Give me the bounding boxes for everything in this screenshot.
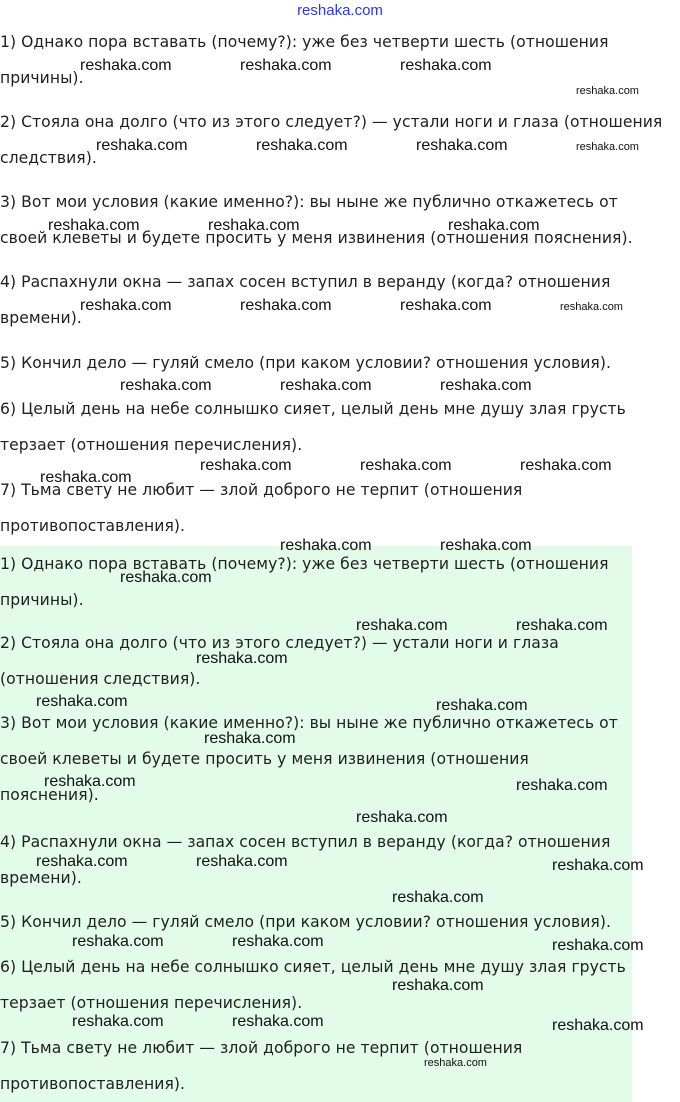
watermark-text: reshaka.com (80, 57, 172, 74)
watermark-text: reshaka.com (96, 137, 188, 154)
watermark-text: reshaka.com (208, 217, 300, 234)
watermark-text: reshaka.com (48, 217, 140, 234)
answer-5: 5) Кончил дело — гуляй смело (при каком условии? отношения условия). (0, 354, 611, 372)
watermark-text: reshaka.com (436, 697, 528, 714)
watermark-text: reshaka.com (240, 297, 332, 314)
watermark-text: reshaka.com (36, 693, 128, 710)
watermark-text: reshaka.com (552, 1017, 644, 1034)
watermark-text: reshaka.com (204, 730, 296, 747)
watermark-text: reshaka.com (44, 773, 136, 790)
answer-2: 2) Стояла она долго (что из этого следует?) — устали ноги и глаза (отношения следствия). (0, 634, 559, 688)
watermark-text: reshaka.com (424, 1057, 487, 1069)
watermark-text: reshaka.com (72, 933, 164, 950)
watermark-text: reshaka.com (392, 889, 484, 906)
answer-1: 1) Однако пора вставать (почему?): уже без четверти шесть (отношения причины). (0, 555, 609, 609)
watermark-text: reshaka.com (552, 857, 644, 874)
answer-1: 1) Однако пора вставать (почему?): уже без четверти шесть (отношения причины). (0, 33, 609, 87)
watermark-text: reshaka.com (400, 57, 492, 74)
watermark-text: reshaka.com (416, 137, 508, 154)
answer-4: 4) Распахнули окна — запах сосен вступил в веранду (когда? отношения времени). (0, 273, 611, 327)
answer-4: 4) Распахнули окна — запах сосен вступил в веранду (когда? отношения времени). (0, 833, 611, 887)
watermark-text: reshaka.com (440, 537, 532, 554)
watermark-text: reshaka.com (200, 457, 292, 474)
watermark-text: reshaka.com (120, 569, 212, 586)
watermark-text: reshaka.com (196, 650, 288, 667)
watermark-text: reshaka.com (36, 853, 128, 870)
watermark-text: reshaka.com (392, 977, 484, 994)
answer-6: 6) Целый день на небе солнышко сияет, целый день мне душу злая грусть терзает (отношения перечисления). (0, 400, 626, 454)
answer-3: 3) Вот мои условия (какие именно?): вы ныне же публично откажетесь от своей клеветы и будете просить у меня извинения (отношения пояснения). (0, 193, 633, 247)
watermark-text: reshaka.com (120, 377, 212, 394)
answer-6: 6) Целый день на небе солнышко сияет, целый день мне душу злая грусть терзает (отношения перечисления). (0, 958, 626, 1012)
watermark-text: reshaka.com (576, 141, 639, 153)
watermark-text: reshaka.com (560, 301, 623, 313)
watermark-text: reshaka.com (400, 297, 492, 314)
answer-7: 7) Тьма свету не любит — злой доброго не терпит (отношения противопоставления). (0, 481, 523, 535)
answer-3: 3) Вот мои условия (какие именно?): вы ныне же публично откажетесь от своей клеветы и будете просить у меня извинения (отношения пояснения). (0, 714, 618, 804)
site-header-logo[interactable]: reshaka.com (297, 2, 383, 19)
watermark-text: reshaka.com (80, 297, 172, 314)
watermark-text: reshaka.com (576, 85, 639, 97)
watermark-text: reshaka.com (516, 777, 608, 794)
watermark-text: reshaka.com (356, 617, 448, 634)
watermark-text: reshaka.com (232, 1013, 324, 1030)
watermark-text: reshaka.com (240, 57, 332, 74)
watermark-text: reshaka.com (448, 217, 540, 234)
answer-7: 7) Тьма свету не любит — злой доброго не терпит (отношения противопоставления). (0, 1039, 523, 1093)
watermark-text: reshaka.com (280, 537, 372, 554)
answer-2: 2) Стояла она долго (что из этого следует?) — устали ноги и глаза (отношения следствия). (0, 113, 663, 167)
watermark-text: reshaka.com (256, 137, 348, 154)
watermark-text: reshaka.com (552, 937, 644, 954)
watermark-text: reshaka.com (516, 617, 608, 634)
watermark-text: reshaka.com (196, 853, 288, 870)
watermark-text: reshaka.com (356, 809, 448, 826)
watermark-text: reshaka.com (440, 377, 532, 394)
watermark-text: reshaka.com (280, 377, 372, 394)
watermark-text: reshaka.com (40, 469, 132, 486)
watermark-text: reshaka.com (232, 933, 324, 950)
watermark-text: reshaka.com (72, 1013, 164, 1030)
watermark-text: reshaka.com (520, 457, 612, 474)
answer-5: 5) Кончил дело — гуляй смело (при каком условии? отношения условия). (0, 913, 611, 931)
watermark-text: reshaka.com (360, 457, 452, 474)
